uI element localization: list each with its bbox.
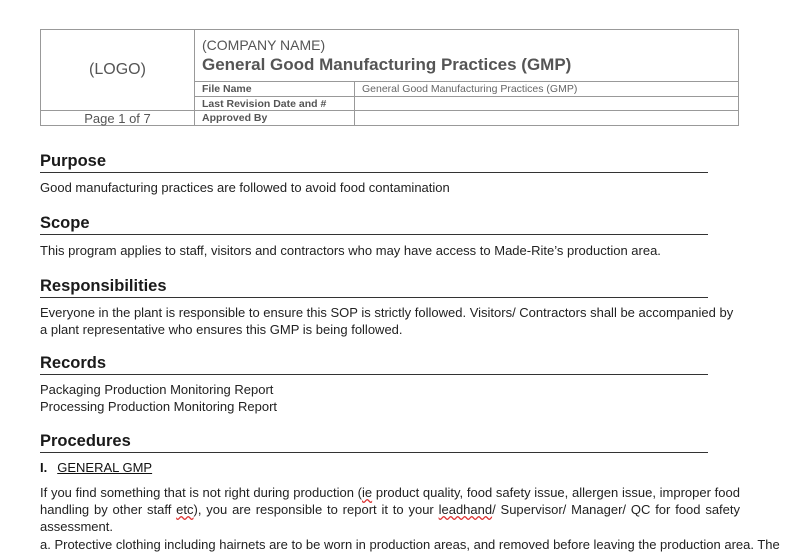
approved-label: Approved By: [195, 111, 355, 126]
responsibilities-heading: Responsibilities: [40, 276, 708, 298]
procedures-text-ie: ie: [361, 485, 373, 500]
page-number: Page 1 of 7: [41, 110, 195, 126]
file-name-value: General Good Manufacturing Practices (GMP): [362, 83, 578, 95]
procedures-text-d: / Supervisor/ Manager/ QC for food safety assessment.: [40, 502, 741, 534]
scope-text: This program applies to staff, visitors and contractors who may have access to Made-Rite’s production area.: [40, 243, 661, 258]
revision-row: [195, 96, 738, 111]
logo-placeholder: (LOGO): [89, 61, 146, 78]
procedures-text-a: If you find something that is not right during production (: [40, 485, 362, 500]
approved-row: [195, 110, 738, 126]
records-item: Packaging Production Monitoring Report: [40, 382, 274, 397]
file-name-label: File Name: [195, 82, 355, 96]
purpose-text: Good manufacturing practices are followed to avoid food contamination: [40, 180, 450, 195]
scope-heading: Scope: [40, 213, 708, 235]
procedures-text-c: ), you are responsible to report it to your: [193, 502, 439, 517]
records-heading: Records: [40, 353, 708, 375]
purpose-heading: Purpose: [40, 151, 708, 173]
document-header-table: [40, 29, 739, 126]
records-item: Processing Production Monitoring Report: [40, 399, 278, 414]
title-cell: [195, 30, 738, 81]
procedures-heading: Procedures: [40, 431, 708, 453]
document-title: General Good Manufacturing Practices (GMP): [202, 55, 572, 74]
procedures-text: [40, 484, 740, 535]
company-name: (COMPANY NAME): [202, 37, 326, 53]
subheading-text: GENERAL GMP: [57, 460, 153, 475]
subheading-number: I.: [40, 460, 48, 475]
logo-cell: [41, 30, 195, 110]
file-name-row: [195, 81, 738, 96]
procedures-subheading: [40, 460, 152, 475]
procedures-text-b: product quality, food safety issue, allergen issue, improper food handling by other staff: [40, 485, 740, 517]
revision-label: Last Revision Date and #: [195, 97, 355, 111]
procedures-text-etc: etc: [176, 502, 194, 517]
responsibilities-text: Everyone in the plant is responsible to ensure this SOP is strictly followed. Visitors/ Contractors shall be accompanied by a plant representative who ensures this GMP is being followed.: [40, 305, 734, 337]
procedures-item-partial: a. Protective clothing including hairnets are to be worn in production areas, and removed before leaving the production area. The: [40, 537, 780, 552]
procedures-text-leadhand: leadhand: [438, 502, 493, 517]
